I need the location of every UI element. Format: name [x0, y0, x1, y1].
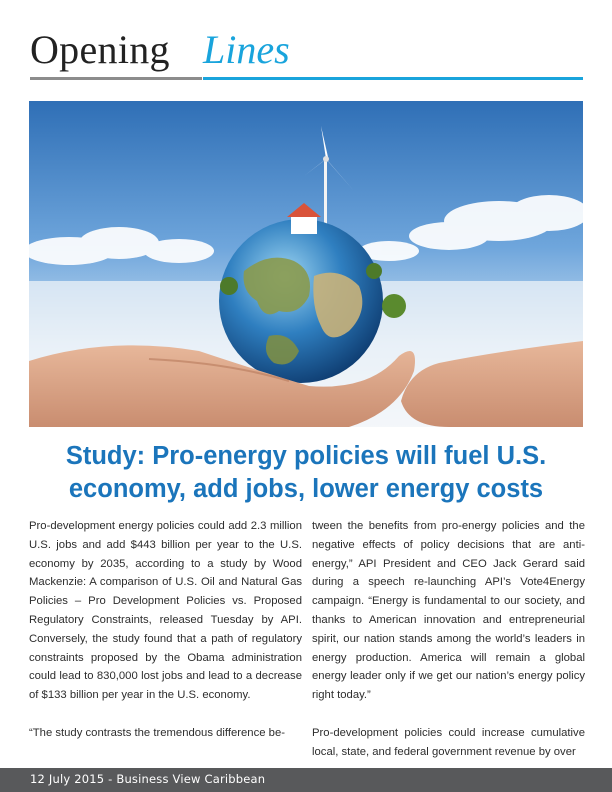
header-rule-blue: [203, 77, 583, 80]
hero-image: [29, 101, 583, 427]
body-paragraph: “The study contrasts the tremendous difference be-: [29, 726, 285, 739]
section-title-lines: Lines: [203, 27, 290, 72]
section-title-opening: Opening: [30, 27, 170, 72]
page-footer: [0, 768, 612, 792]
section-header: [30, 22, 590, 82]
body-paragraph: tween the benefits from pro-energy policies and the negative effects of policy decisions that are anti-energy,” API President and CEO Jack Gerard said during a speech re-launching API’s Vote4Energy campaign. “Energy is fundamental to our society, and thanks to American innovation and entrepreneurial spirit, our nation stands among the world’s leaders in energy production. America will remain a global energy leader only if we get our nation’s energy policy right today.”: [312, 520, 585, 702]
footer-text: 12 July 2015 - Business View Caribbean: [30, 772, 266, 786]
body-paragraph: Pro-development policies could increase cumulative local, state, and federal government revenue by over: [312, 726, 585, 758]
article-column-right: [312, 517, 585, 761]
article-column-left: [29, 517, 302, 743]
article-headline: [28, 440, 584, 506]
globe-in-hands-illustration: [29, 101, 583, 427]
body-paragraph: Pro-development energy policies could add 2.3 million U.S. jobs and add $443 billion per year to the U.S. economy by 2035, according to a study by Wood Mackenzie: A comparison of U.S. Oil and Natural Gas Policies – Pro Development Policies vs. Proposed Regulatory Constraints, released Tuesday by API. Conversely, the study found that a path of regulatory constraints proposed by the Obama administration could lead to 830,000 lost jobs and lead to a decrease of $133 billion per year in the U.S. economy.: [29, 520, 302, 702]
headline-line-2: economy, add jobs, lower energy costs: [68, 475, 544, 503]
header-rule-grey: [30, 77, 202, 80]
headline-line-1: Study: Pro-energy policies will fuel U.S.: [65, 442, 547, 470]
